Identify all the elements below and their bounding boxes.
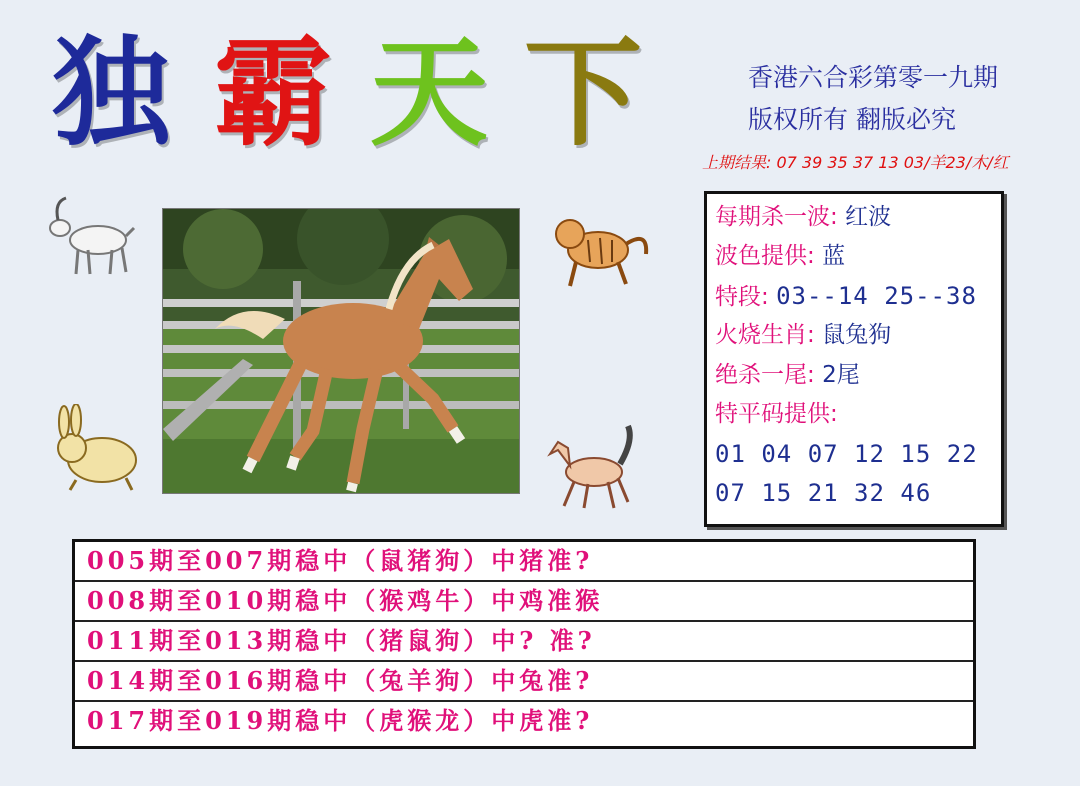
title-char-2: 霸 (214, 23, 333, 162)
prediction-text: 017期至019期稳中（虎猴龙）中虎准? (87, 706, 594, 735)
kill-wave-row (715, 202, 891, 232)
table-row (75, 582, 973, 622)
last-result: 上期结果: 07 39 35 37 13 03/羊23/木/红 (702, 153, 1009, 172)
kill-wave-value: 红波 (845, 204, 892, 230)
special-codes-row-2: 07 15 21 32 46 (715, 479, 932, 507)
title-char-1: 独 (52, 23, 171, 162)
issue-title: 香港六合彩第零一九期 (748, 63, 999, 92)
fire-zodiac-label: 火烧生肖: (715, 322, 815, 348)
wave-color-row (715, 241, 845, 271)
horse-icon (544, 420, 644, 512)
wave-color-value: 蓝 (822, 243, 846, 269)
special-segment-value: 03--14 25--38 (776, 282, 977, 310)
special-segment-label: 特段: (715, 284, 769, 310)
special-segment-row (715, 281, 977, 312)
table-row (75, 542, 973, 582)
table-row (75, 622, 973, 662)
fire-zodiac-row (715, 320, 891, 350)
rabbit-icon (46, 404, 146, 496)
title-char-4: 下 (524, 23, 643, 162)
prediction-text: 011期至013期稳中（猪鼠狗）中? 准? (87, 626, 596, 655)
table-row (75, 662, 973, 702)
wave-color-label: 波色提供: (715, 243, 815, 269)
tiger-icon (548, 200, 660, 296)
prediction-text: 014期至016期稳中（兔羊狗）中兔准? (87, 666, 594, 695)
goat-icon (40, 192, 136, 282)
special-code-label: 特平码提供: (715, 401, 838, 427)
kill-tail-label: 绝杀一尾: (715, 362, 815, 388)
info-panel (704, 191, 1004, 527)
title-char-3: 天 (370, 23, 489, 162)
horse-photo (162, 208, 520, 494)
kill-tail-row (715, 360, 860, 390)
prediction-text: 008期至010期稳中（猴鸡牛）中鸡准猴 (87, 586, 604, 615)
special-codes-row-1: 01 04 07 12 15 22 (715, 440, 978, 468)
table-row (75, 702, 973, 740)
fire-zodiac-value: 鼠兔狗 (822, 322, 892, 348)
kill-wave-label: 每期杀一波: (715, 204, 838, 230)
prediction-table (72, 539, 976, 749)
prediction-text: 005期至007期稳中（鼠猪狗）中猪准? (87, 546, 594, 575)
kill-tail-value: 2尾 (822, 362, 860, 388)
copyright-notice: 版权所有 翻版必究 (748, 105, 956, 134)
